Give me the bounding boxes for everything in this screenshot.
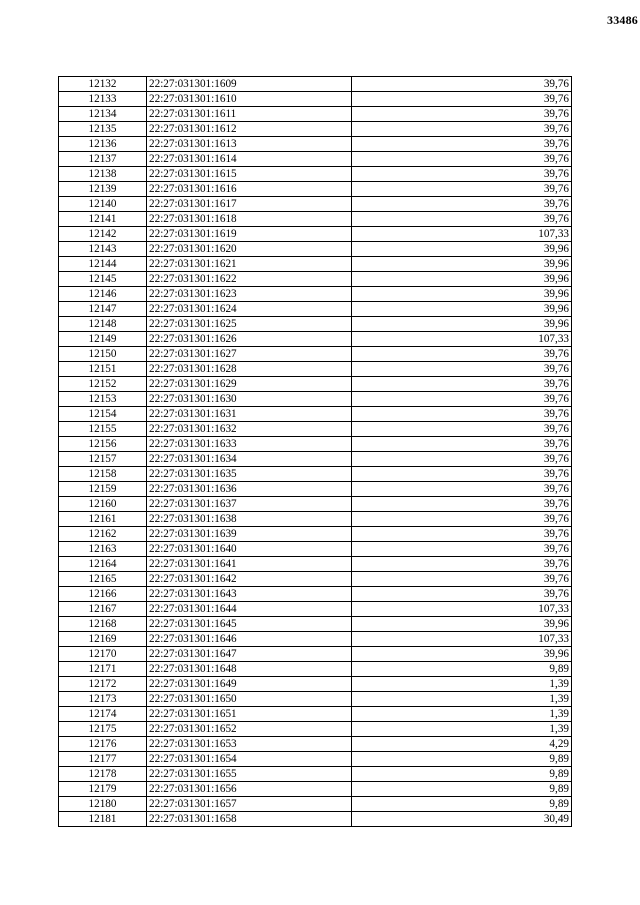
cadastral-number-cell: 22:27:031301:1632	[147, 422, 352, 437]
table-row	[59, 137, 572, 152]
row-number-cell: 12157	[59, 452, 147, 467]
row-number-cell: 12147	[59, 302, 147, 317]
row-number-cell: 12160	[59, 497, 147, 512]
table-row	[59, 377, 572, 392]
table-row	[59, 617, 572, 632]
row-number-cell: 12145	[59, 272, 147, 287]
area-cell: 1,39	[352, 692, 572, 707]
row-number-cell: 12158	[59, 467, 147, 482]
row-number-cell: 12171	[59, 662, 147, 677]
area-cell: 39,76	[352, 422, 572, 437]
cadastral-number-cell: 22:27:031301:1639	[147, 527, 352, 542]
table-row	[59, 677, 572, 692]
row-number-cell: 12173	[59, 692, 147, 707]
cadastral-number-cell: 22:27:031301:1617	[147, 197, 352, 212]
row-number-cell: 12161	[59, 512, 147, 527]
cadastral-number-cell: 22:27:031301:1631	[147, 407, 352, 422]
area-cell: 39,76	[352, 137, 572, 152]
cadastral-number-cell: 22:27:031301:1626	[147, 332, 352, 347]
table-row	[59, 482, 572, 497]
row-number-cell: 12148	[59, 317, 147, 332]
area-cell: 39,76	[352, 122, 572, 137]
cadastral-number-cell: 22:27:031301:1624	[147, 302, 352, 317]
cadastral-number-cell: 22:27:031301:1634	[147, 452, 352, 467]
table-row	[59, 317, 572, 332]
area-cell: 39,96	[352, 272, 572, 287]
row-number-cell: 12176	[59, 737, 147, 752]
table-row	[59, 722, 572, 737]
cadastral-number-cell: 22:27:031301:1629	[147, 377, 352, 392]
row-number-cell: 12138	[59, 167, 147, 182]
area-cell: 39,76	[352, 587, 572, 602]
area-cell: 39,76	[352, 182, 572, 197]
row-number-cell: 12146	[59, 287, 147, 302]
table-row	[59, 452, 572, 467]
area-cell: 39,76	[352, 167, 572, 182]
table-row	[59, 647, 572, 662]
area-cell: 39,76	[352, 362, 572, 377]
cadastral-number-cell: 22:27:031301:1655	[147, 767, 352, 782]
cadastral-number-cell: 22:27:031301:1635	[147, 467, 352, 482]
cadastral-number-cell: 22:27:031301:1615	[147, 167, 352, 182]
table-row	[59, 392, 572, 407]
cadastral-number-cell: 22:27:031301:1630	[147, 392, 352, 407]
cadastral-number-cell: 22:27:031301:1633	[147, 437, 352, 452]
area-cell: 4,29	[352, 737, 572, 752]
table-row	[59, 557, 572, 572]
area-cell: 39,76	[352, 512, 572, 527]
cadastral-number-cell: 22:27:031301:1622	[147, 272, 352, 287]
cadastral-number-cell: 22:27:031301:1652	[147, 722, 352, 737]
cadastral-number-cell: 22:27:031301:1657	[147, 797, 352, 812]
cadastral-number-cell: 22:27:031301:1621	[147, 257, 352, 272]
table-row	[59, 632, 572, 647]
table-row	[59, 812, 572, 827]
table-row	[59, 692, 572, 707]
row-number-cell: 12152	[59, 377, 147, 392]
area-cell: 39,76	[352, 527, 572, 542]
area-cell: 39,76	[352, 467, 572, 482]
row-number-cell: 12141	[59, 212, 147, 227]
row-number-cell: 12132	[59, 77, 147, 92]
table-row	[59, 122, 572, 137]
table-row	[59, 707, 572, 722]
area-cell: 39,96	[352, 302, 572, 317]
area-cell: 107,33	[352, 632, 572, 647]
table-row	[59, 782, 572, 797]
row-number-cell: 12150	[59, 347, 147, 362]
table-row	[59, 407, 572, 422]
cadastral-number-cell: 22:27:031301:1648	[147, 662, 352, 677]
cadastral-number-cell: 22:27:031301:1638	[147, 512, 352, 527]
area-cell: 39,76	[352, 107, 572, 122]
row-number-cell: 12163	[59, 542, 147, 557]
row-number-cell: 12133	[59, 92, 147, 107]
cadastral-number-cell: 22:27:031301:1654	[147, 752, 352, 767]
cadastral-number-cell: 22:27:031301:1623	[147, 287, 352, 302]
table-row	[59, 512, 572, 527]
cadastral-number-cell: 22:27:031301:1613	[147, 137, 352, 152]
table-row	[59, 332, 572, 347]
table-row	[59, 347, 572, 362]
area-cell: 9,89	[352, 662, 572, 677]
row-number-cell: 12178	[59, 767, 147, 782]
table-row	[59, 767, 572, 782]
cadastral-number-cell: 22:27:031301:1614	[147, 152, 352, 167]
registry-table	[58, 76, 572, 827]
area-cell: 39,76	[352, 572, 572, 587]
area-cell: 107,33	[352, 602, 572, 617]
cadastral-number-cell: 22:27:031301:1610	[147, 92, 352, 107]
row-number-cell: 12168	[59, 617, 147, 632]
row-number-cell: 12149	[59, 332, 147, 347]
area-cell: 39,76	[352, 392, 572, 407]
row-number-cell: 12136	[59, 137, 147, 152]
row-number-cell: 12143	[59, 242, 147, 257]
row-number-cell: 12139	[59, 182, 147, 197]
cadastral-number-cell: 22:27:031301:1640	[147, 542, 352, 557]
area-cell: 39,96	[352, 257, 572, 272]
row-number-cell: 12166	[59, 587, 147, 602]
area-cell: 1,39	[352, 722, 572, 737]
cadastral-number-cell: 22:27:031301:1645	[147, 617, 352, 632]
area-cell: 9,89	[352, 767, 572, 782]
row-number-cell: 12170	[59, 647, 147, 662]
area-cell: 39,76	[352, 77, 572, 92]
table-body	[59, 77, 572, 827]
table-row	[59, 662, 572, 677]
table-row	[59, 752, 572, 767]
area-cell: 39,96	[352, 242, 572, 257]
area-cell: 30,49	[352, 812, 572, 827]
table-row	[59, 542, 572, 557]
cadastral-number-cell: 22:27:031301:1616	[147, 182, 352, 197]
table-row	[59, 92, 572, 107]
area-cell: 39,76	[352, 557, 572, 572]
row-number-cell: 12174	[59, 707, 147, 722]
table-row	[59, 242, 572, 257]
table-row	[59, 527, 572, 542]
area-cell: 39,76	[352, 452, 572, 467]
area-cell: 9,89	[352, 782, 572, 797]
row-number-cell: 12180	[59, 797, 147, 812]
cadastral-number-cell: 22:27:031301:1647	[147, 647, 352, 662]
row-number-cell: 12151	[59, 362, 147, 377]
cadastral-number-cell: 22:27:031301:1653	[147, 737, 352, 752]
table-row	[59, 107, 572, 122]
table-row	[59, 257, 572, 272]
row-number-cell: 12142	[59, 227, 147, 242]
cadastral-number-cell: 22:27:031301:1641	[147, 557, 352, 572]
cadastral-number-cell: 22:27:031301:1628	[147, 362, 352, 377]
cadastral-number-cell: 22:27:031301:1625	[147, 317, 352, 332]
table-row	[59, 587, 572, 602]
cadastral-number-cell: 22:27:031301:1637	[147, 497, 352, 512]
cadastral-number-cell: 22:27:031301:1656	[147, 782, 352, 797]
area-cell: 39,96	[352, 317, 572, 332]
area-cell: 9,89	[352, 797, 572, 812]
table-row	[59, 287, 572, 302]
cadastral-number-cell: 22:27:031301:1646	[147, 632, 352, 647]
row-number-cell: 12134	[59, 107, 147, 122]
table-row	[59, 572, 572, 587]
row-number-cell: 12165	[59, 572, 147, 587]
table-row	[59, 362, 572, 377]
area-cell: 39,76	[352, 437, 572, 452]
table-row	[59, 272, 572, 287]
cadastral-number-cell: 22:27:031301:1627	[147, 347, 352, 362]
area-cell: 39,76	[352, 377, 572, 392]
area-cell: 1,39	[352, 707, 572, 722]
table-row	[59, 152, 572, 167]
table-row	[59, 467, 572, 482]
table-row	[59, 167, 572, 182]
cadastral-number-cell: 22:27:031301:1651	[147, 707, 352, 722]
row-number-cell: 12167	[59, 602, 147, 617]
row-number-cell: 12177	[59, 752, 147, 767]
area-cell: 39,76	[352, 542, 572, 557]
area-cell: 39,76	[352, 152, 572, 167]
row-number-cell: 12175	[59, 722, 147, 737]
table-row	[59, 437, 572, 452]
area-cell: 39,76	[352, 92, 572, 107]
row-number-cell: 12137	[59, 152, 147, 167]
area-cell: 39,76	[352, 197, 572, 212]
row-number-cell: 12162	[59, 527, 147, 542]
cadastral-number-cell: 22:27:031301:1658	[147, 812, 352, 827]
table-row	[59, 797, 572, 812]
cadastral-number-cell: 22:27:031301:1619	[147, 227, 352, 242]
area-cell: 39,76	[352, 497, 572, 512]
area-cell: 39,76	[352, 212, 572, 227]
table-row	[59, 737, 572, 752]
row-number-cell: 12154	[59, 407, 147, 422]
table-row	[59, 497, 572, 512]
area-cell: 39,76	[352, 407, 572, 422]
area-cell: 39,96	[352, 617, 572, 632]
area-cell: 39,96	[352, 287, 572, 302]
cadastral-number-cell: 22:27:031301:1612	[147, 122, 352, 137]
row-number-cell: 12155	[59, 422, 147, 437]
cadastral-number-cell: 22:27:031301:1609	[147, 77, 352, 92]
area-cell: 107,33	[352, 227, 572, 242]
row-number-cell: 12172	[59, 677, 147, 692]
row-number-cell: 12164	[59, 557, 147, 572]
row-number-cell: 12169	[59, 632, 147, 647]
cadastral-number-cell: 22:27:031301:1649	[147, 677, 352, 692]
table-row	[59, 422, 572, 437]
cadastral-number-cell: 22:27:031301:1650	[147, 692, 352, 707]
cadastral-number-cell: 22:27:031301:1611	[147, 107, 352, 122]
cadastral-number-cell: 22:27:031301:1643	[147, 587, 352, 602]
row-number-cell: 12159	[59, 482, 147, 497]
table-row	[59, 227, 572, 242]
table-row	[59, 602, 572, 617]
row-number-cell: 12140	[59, 197, 147, 212]
row-number-cell: 12179	[59, 782, 147, 797]
row-number-cell: 12156	[59, 437, 147, 452]
table-row	[59, 212, 572, 227]
table-row	[59, 302, 572, 317]
row-number-cell: 12144	[59, 257, 147, 272]
area-cell: 39,96	[352, 647, 572, 662]
row-number-cell: 12153	[59, 392, 147, 407]
table-row	[59, 182, 572, 197]
cadastral-number-cell: 22:27:031301:1642	[147, 572, 352, 587]
area-cell: 107,33	[352, 332, 572, 347]
area-cell: 39,76	[352, 482, 572, 497]
cadastral-number-cell: 22:27:031301:1618	[147, 212, 352, 227]
table-row	[59, 197, 572, 212]
area-cell: 39,76	[352, 347, 572, 362]
row-number-cell: 12181	[59, 812, 147, 827]
cadastral-number-cell: 22:27:031301:1636	[147, 482, 352, 497]
area-cell: 1,39	[352, 677, 572, 692]
row-number-cell: 12135	[59, 122, 147, 137]
page-number: 33486	[607, 13, 638, 27]
area-cell: 9,89	[352, 752, 572, 767]
cadastral-number-cell: 22:27:031301:1644	[147, 602, 352, 617]
cadastral-number-cell: 22:27:031301:1620	[147, 242, 352, 257]
table-row	[59, 77, 572, 92]
